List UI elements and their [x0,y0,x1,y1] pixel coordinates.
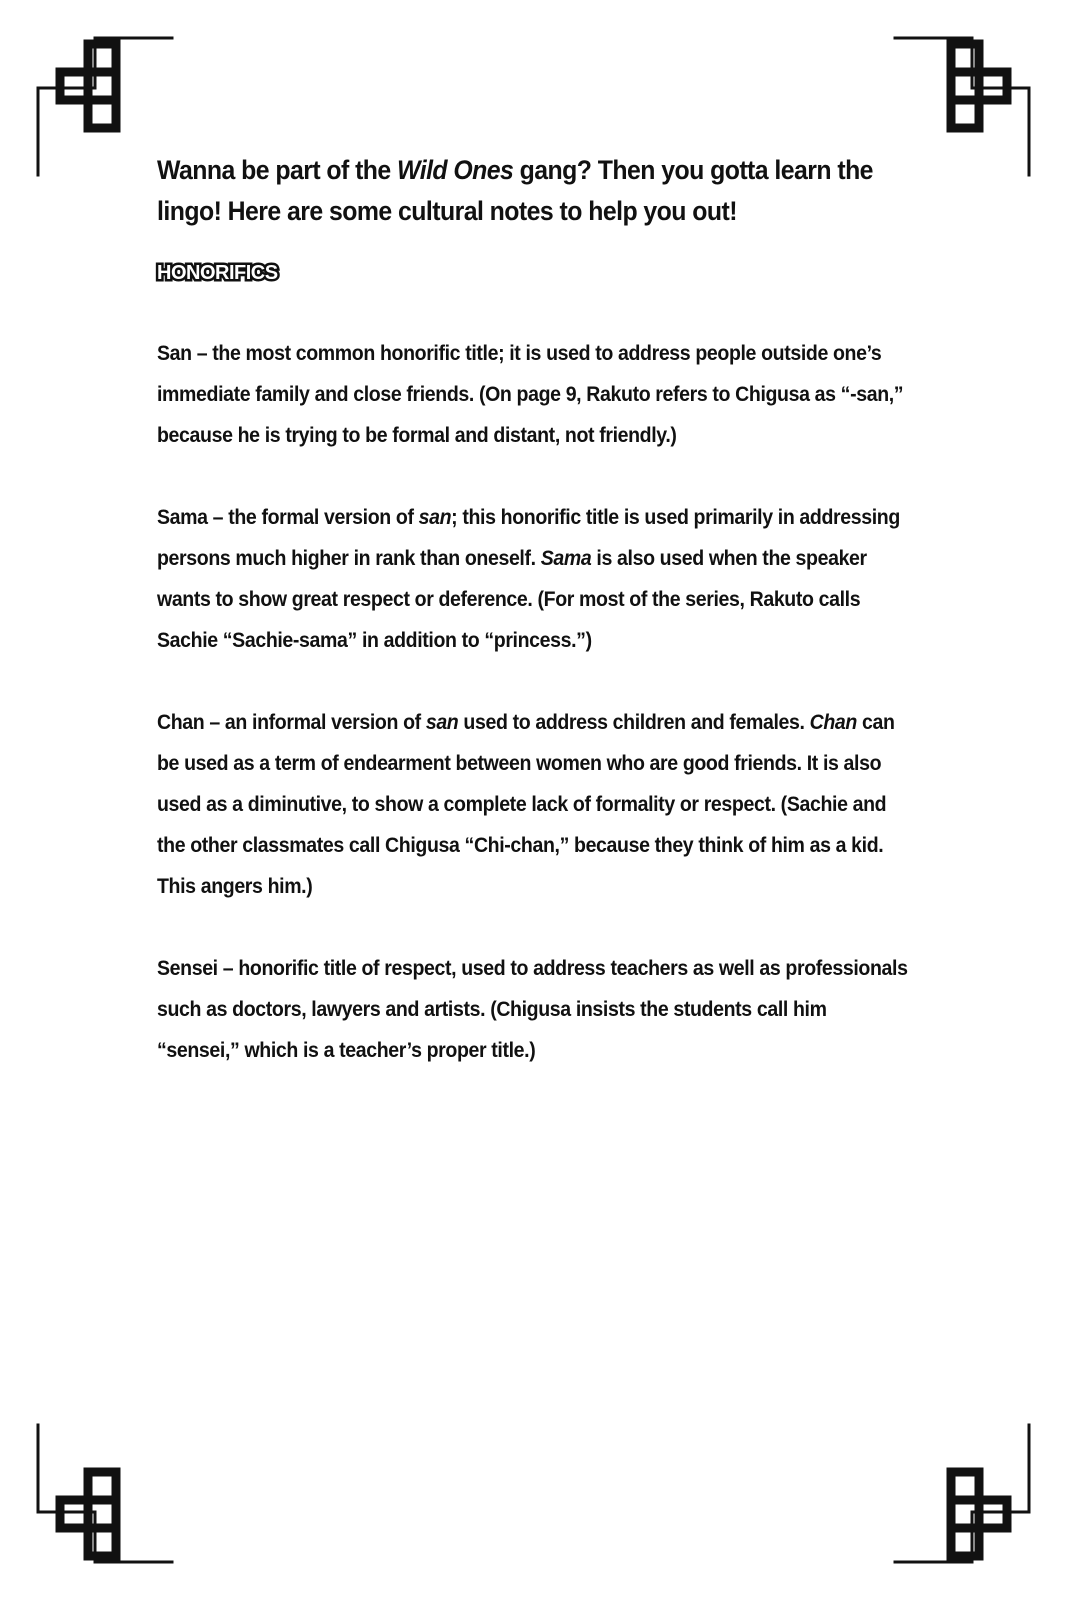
intro-text-start: Wanna be part of the [157,155,398,185]
entry-sama [157,497,910,661]
entry-sama-text-2: ; this honorific title is used primarily in addressing persons much higher in rank than oneself. [157,506,900,570]
entry-sama-italic-1: san [418,506,452,529]
section-heading-honorifics: HONORIFICS [157,262,278,284]
entry-sama-text-1: Sama – the formal version of [157,506,419,529]
corner-ornament-bottom-left [30,1390,210,1570]
entry-chan-italic-1: san [425,711,459,734]
entry-san: San – the most common honorific title; it is used to address people outside one’s immediate family and close friends. (On page 9, Rakuto refers to Chigusa as “-san,” because he is trying to be formal and distant, not friendly.) [157,342,904,447]
entry-chan-text-3: can be used as a term of endearment between women who are good friends. It is also used as a diminutive, to show a complete lack of formality or respect. (Sachie and the other classmates call Chigusa “Chi-chan,” because they think of him as a kid. This angers him.) [157,711,895,898]
corner-ornament-bottom-right [857,1390,1037,1570]
entry-chan-text-1: Chan – an informal version of [157,711,426,734]
entry-sensei: Sensei – honorific title of respect, used to address teachers as well as professionals such as doctors, lawyers and artists. (Chigusa insists the students call him “sensei,” which is a teacher’s proper title.) [157,957,908,1062]
entry-sama-italic-2: Sama [540,547,592,570]
intro-text-end: gang? Then you gotta learn the lingo! Here are some cultural notes to help you out! [157,155,873,226]
corner-fret-ornament-icon [857,1390,1037,1570]
entry-chan-italic-2: Chan [809,711,857,734]
entry-sama-text-3: is also used when the speaker wants to show great respect or deference. (For most of the series, Rakuto calls Sachie “Sachie-sama” in addition to “princess.”) [157,547,867,652]
entry-chan [157,702,910,907]
entry-chan-text-2: used to address children and females. [458,711,810,734]
page-content [157,150,917,1071]
corner-fret-ornament-icon [30,1390,210,1570]
intro-series-title: Wild Ones [397,155,514,185]
intro-paragraph [157,150,921,232]
